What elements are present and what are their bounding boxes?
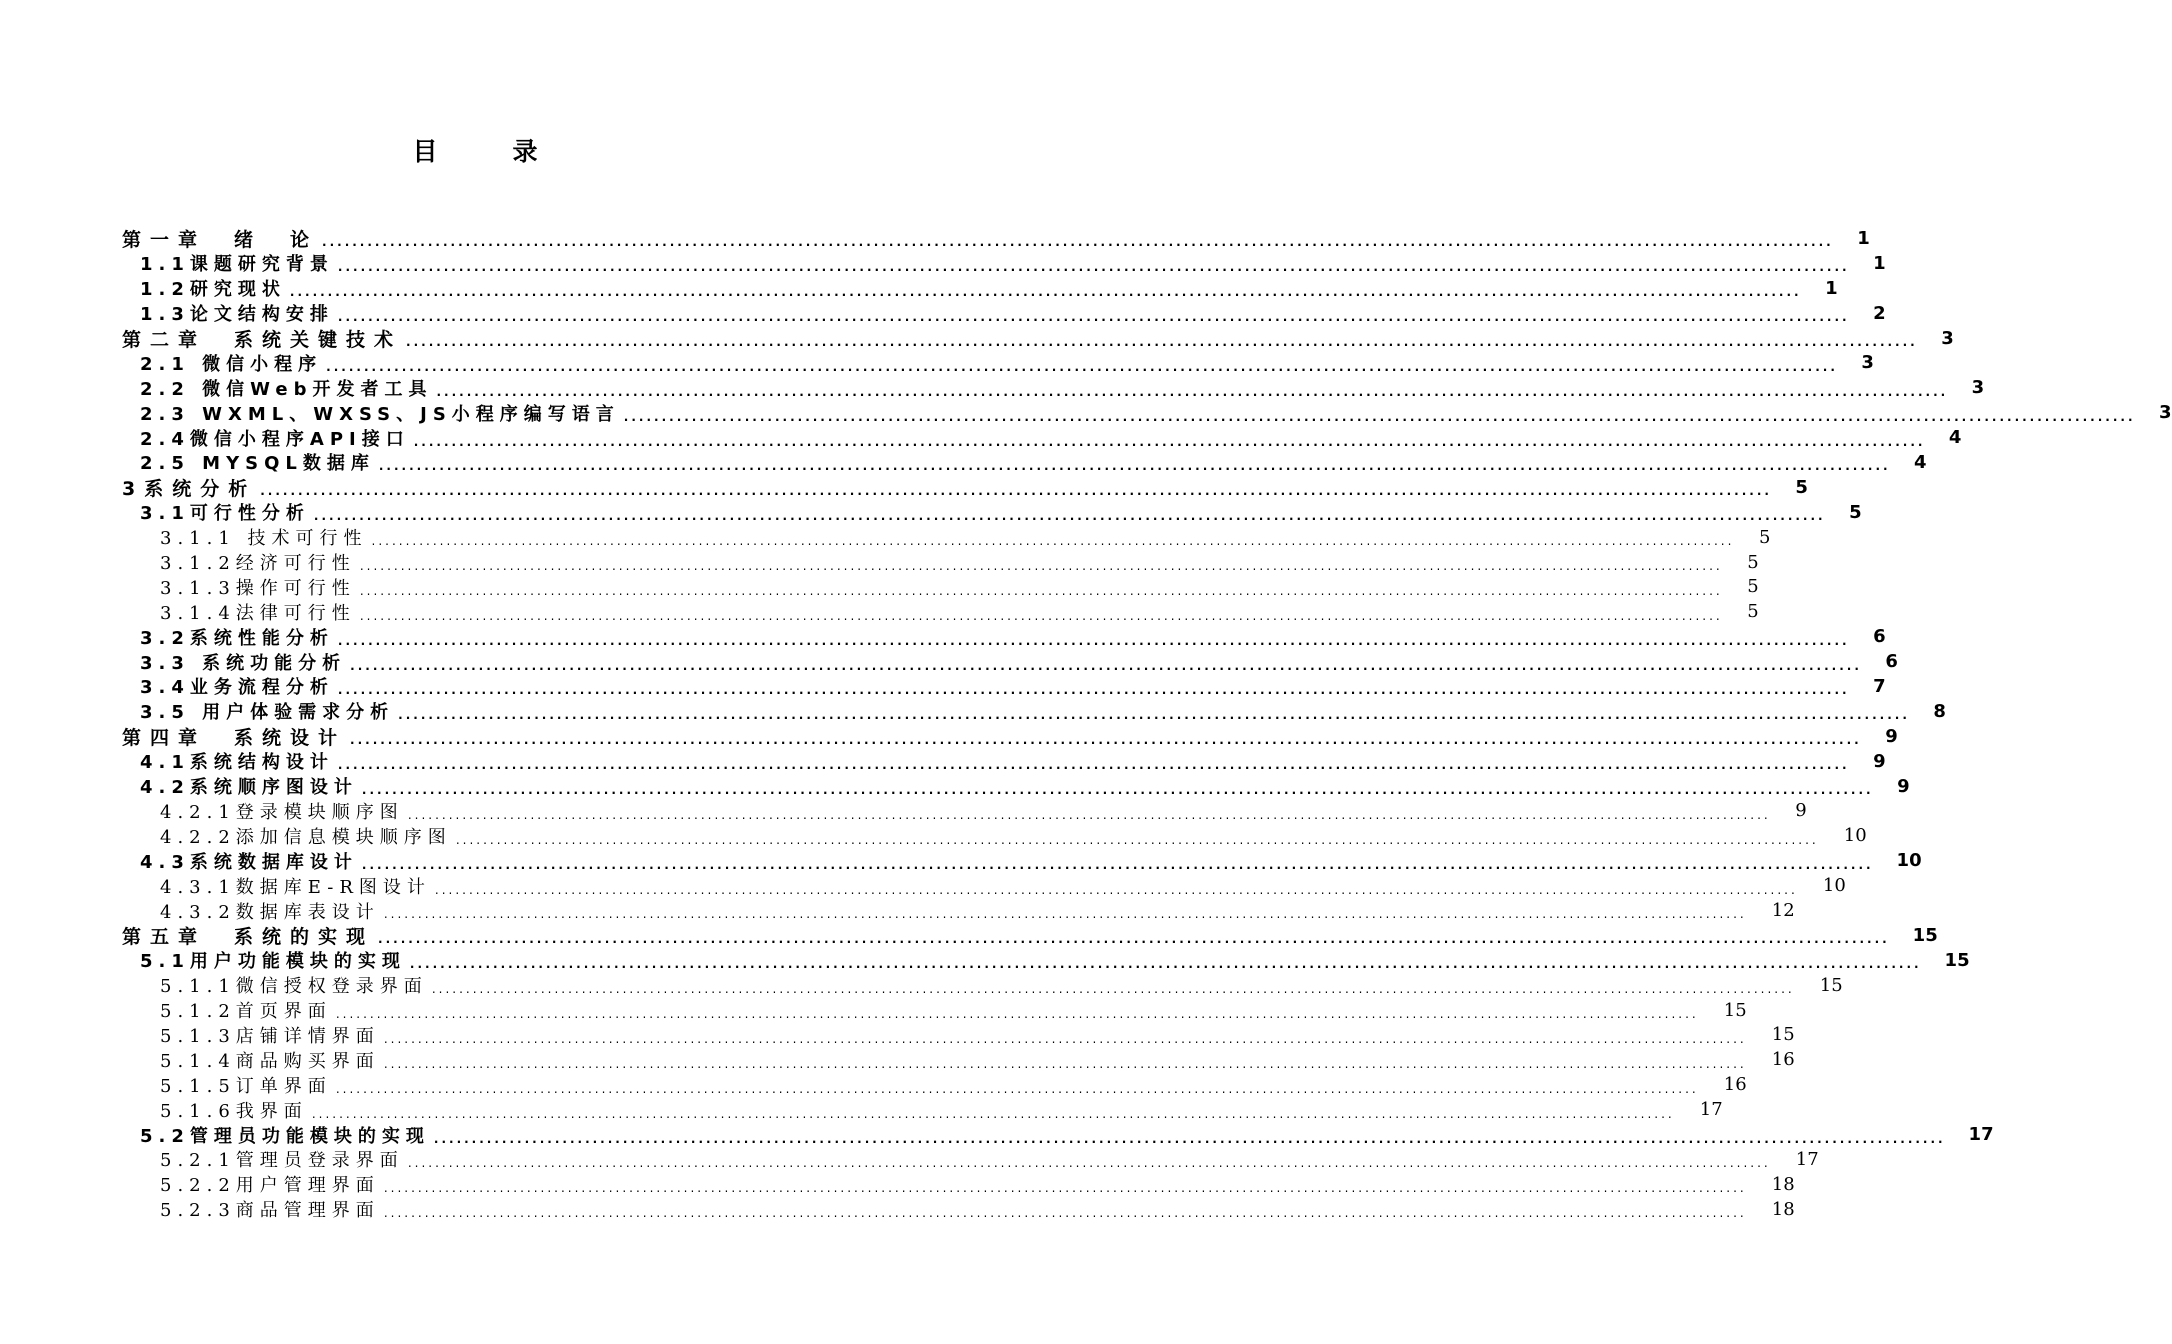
toc-entry-label: 4.2.1登录模块顺序图	[160, 801, 404, 823]
dot-leader: ........................................................................................................................................................................................................	[378, 459, 1891, 474]
toc-entry[interactable]	[122, 425, 1962, 450]
dot-leader: ........................................................................................................................................................................................................	[326, 359, 1838, 374]
dot-leader: ........................................................................................................................................................................................................	[359, 608, 1723, 623]
toc-entry[interactable]	[122, 599, 1759, 624]
toc-entry-label: 5.1.6我界面	[160, 1100, 308, 1122]
toc-entry-page-number: 12	[1771, 899, 1795, 921]
toc-entry-label: 2.2 微信Web开发者工具	[140, 378, 433, 400]
toc-entry-label: 3.1.1 技术可行性	[160, 528, 368, 550]
toc-entry-page-number: 8	[1933, 700, 1946, 722]
dot-leader: ........................................................................................................................................................................................................	[337, 633, 1850, 648]
toc-entry-label: 3.3 系统功能分析	[140, 652, 347, 674]
toc-entry-label: 5.1.3店铺详情界面	[160, 1025, 380, 1047]
toc-entry-page-number: 1	[1857, 227, 1870, 249]
toc-entry-page-number: 18	[1771, 1198, 1795, 1220]
toc-entry-label: 2.3 WXML、WXSS、JS小程序编写语言	[140, 403, 620, 425]
toc-entry[interactable]	[122, 948, 1970, 973]
toc-entry[interactable]	[122, 276, 1838, 301]
toc-entry-label: 1.1课题研究背景	[140, 254, 334, 276]
toc-entry[interactable]	[122, 550, 1759, 575]
toc-entry-page-number: 15	[1771, 1024, 1795, 1046]
toc-entry-label: 3.1.3操作可行性	[160, 577, 356, 599]
toc-entry-label: 5.1.5订单界面	[160, 1075, 332, 1097]
toc-entry-page-number: 5	[1747, 601, 1759, 623]
toc-entry[interactable]	[122, 350, 1874, 375]
toc-entry[interactable]	[122, 973, 1843, 998]
toc-entry-page-number: 4	[1914, 451, 1927, 473]
toc-entry-label: 5.1.1微信授权登录界面	[160, 976, 428, 998]
dot-leader: ........................................................................................................................................................................................................	[383, 1031, 1747, 1046]
toc-entry[interactable]	[122, 624, 1886, 649]
dot-leader: ........................................................................................................................................................................................................	[383, 1206, 1747, 1221]
toc-entry-page-number: 10	[1896, 850, 1922, 872]
toc-entry[interactable]	[122, 774, 1910, 799]
toc-entry-page-number: 16	[1771, 1049, 1795, 1071]
toc-entry-page-number: 5	[1747, 576, 1759, 598]
dot-leader: ........................................................................................................................................................................................................	[311, 1106, 1675, 1121]
toc-entry-page-number: 18	[1771, 1173, 1795, 1195]
dot-leader: ........................................................................................................................................................................................................	[378, 932, 1890, 947]
toc-entry[interactable]	[122, 375, 1985, 400]
toc-entry-label: 3.1.4法律可行性	[160, 602, 356, 624]
toc-entry-page-number: 6	[1885, 651, 1898, 673]
toc-entry-page-number: 2	[1873, 302, 1886, 324]
toc-entry-label: 1.3论文结构安排	[140, 304, 334, 326]
dot-leader: ........................................................................................................................................................................................................	[335, 1007, 1699, 1022]
toc-entry[interactable]	[122, 400, 2172, 425]
toc-entry[interactable]	[122, 873, 1846, 898]
dot-leader: ........................................................................................................................................................................................................	[337, 310, 1850, 325]
toc-entry[interactable]	[122, 649, 1898, 674]
dot-leader: ........................................................................................................................................................................................................	[322, 235, 1834, 250]
toc-entry-label: 5.1用户功能模块的实现	[140, 951, 406, 973]
toc-entry-page-number: 17	[1968, 1124, 1994, 1145]
dot-leader: ........................................................................................................................................................................................................	[623, 409, 2136, 424]
dot-leader: ........................................................................................................................................................................................................	[383, 1181, 1747, 1196]
toc-entry-page-number: 10	[1822, 875, 1846, 897]
toc-entry-page-number: 9	[1897, 775, 1910, 797]
dot-leader: ........................................................................................................................................................................................................	[350, 658, 1862, 673]
dot-leader: ........................................................................................................................................................................................................	[409, 957, 1922, 972]
toc-entry-page-number: 6	[1873, 626, 1886, 648]
toc-entry[interactable]	[122, 1197, 1795, 1222]
toc-entry-page-number: 3	[1861, 352, 1874, 374]
toc-entry-label: 5.2.1管理员登录界面	[160, 1150, 404, 1172]
toc-entry-label: 4.3系统数据库设计	[140, 851, 358, 873]
toc-entry-label: 4.2系统顺序图设计	[140, 777, 358, 799]
dot-leader: ........................................................................................................................................................................................................	[337, 758, 1850, 773]
toc-entry[interactable]	[122, 749, 1886, 774]
toc-entry-page-number: 5	[1795, 476, 1808, 498]
toc-entry-page-number: 1	[1873, 252, 1886, 274]
dot-leader: ........................................................................................................................................................................................................	[436, 384, 1949, 399]
toc-entry-page-number: 5	[1849, 501, 1862, 523]
dot-leader: ........................................................................................................................................................................................................	[383, 1056, 1747, 1071]
dot-leader: ........................................................................................................................................................................................................	[413, 434, 1926, 449]
toc-entry[interactable]	[122, 923, 1938, 948]
toc-entry[interactable]	[122, 823, 1867, 848]
dot-leader: ........................................................................................................................................................................................................	[371, 534, 1735, 549]
toc-entry-label: 4.2.2添加信息模块顺序图	[160, 826, 452, 848]
toc-entry-label: 1.2研究现状	[140, 279, 286, 301]
dot-leader: ........................................................................................................................................................................................................	[335, 1081, 1699, 1096]
dot-leader: ........................................................................................................................................................................................................	[313, 509, 1826, 524]
dot-leader: ........................................................................................................................................................................................................	[359, 583, 1723, 598]
toc-entry[interactable]	[122, 1047, 1795, 1072]
toc-entry-label: 第二章 系统关键技术	[122, 328, 403, 351]
toc-entry-label: 2.1 微信小程序	[140, 353, 323, 375]
toc-entry[interactable]	[122, 724, 1898, 749]
toc-entry-label: 3.2系统性能分析	[140, 627, 334, 649]
dot-leader: ........................................................................................................................................................................................................	[260, 484, 1772, 499]
toc-title: 目 录	[412, 137, 538, 166]
toc-entry-page-number: 15	[1944, 949, 1970, 971]
dot-leader: ........................................................................................................................................................................................................	[407, 1156, 1771, 1171]
toc-entry-page-number: 3	[1971, 377, 1985, 399]
dot-leader: ........................................................................................................................................................................................................	[433, 1131, 1946, 1146]
toc-entry[interactable]	[122, 1147, 1819, 1172]
toc-entry-page-number: 3	[2158, 402, 2172, 424]
toc-entry[interactable]	[122, 1072, 1747, 1097]
toc-entry[interactable]	[122, 525, 1771, 550]
toc-entry-page-number: 16	[1723, 1074, 1747, 1096]
toc-entry-label: 3系统分析	[122, 477, 257, 500]
toc-entry[interactable]	[122, 475, 1808, 500]
toc-entry[interactable]	[122, 1172, 1795, 1197]
toc-entry-label: 3.4业务流程分析	[140, 677, 334, 699]
toc-entry-page-number: 5	[1747, 551, 1759, 573]
toc-entry[interactable]	[122, 798, 1807, 823]
toc-entry-label: 第一章 绪 论	[122, 228, 319, 251]
toc-entry-page-number: 15	[1723, 999, 1747, 1021]
toc-entry[interactable]	[122, 699, 1946, 724]
toc-entry-label: 5.2管理员功能模块的实现	[140, 1125, 430, 1147]
toc-entry-page-number: 4	[1948, 427, 1962, 449]
toc-entry[interactable]	[122, 898, 1795, 923]
toc-entry-label: 5.1.2首页界面	[160, 1001, 332, 1023]
toc-entry-label: 3.1可行性分析	[140, 503, 310, 525]
toc-entry-page-number: 1	[1825, 277, 1838, 299]
toc-entry-label: 4.3.2数据库表设计	[160, 901, 380, 923]
toc-entry[interactable]	[122, 326, 1954, 351]
toc-entry-label: 3.5 用户体验需求分析	[140, 702, 395, 724]
dot-leader: ........................................................................................................................................................................................................	[361, 857, 1874, 872]
toc-entry-label: 第四章 系统设计	[122, 726, 347, 749]
toc-entry[interactable]	[122, 301, 1886, 326]
dot-leader: ........................................................................................................................................................................................................	[289, 285, 1802, 300]
toc-entry-page-number: 17	[1699, 1099, 1723, 1121]
dot-leader: ........................................................................................................................................................................................................	[361, 783, 1874, 798]
toc-entry[interactable]	[122, 574, 1759, 599]
dot-leader: ........................................................................................................................................................................................................	[434, 882, 1798, 897]
dot-leader: ........................................................................................................................................................................................................	[407, 807, 1771, 822]
dot-leader: ........................................................................................................................................................................................................	[383, 907, 1747, 922]
toc-entry-label: 2.5 MYSQL数据库	[140, 453, 375, 475]
toc-entry[interactable]	[122, 1122, 1994, 1147]
toc-entry-page-number: 7	[1873, 675, 1886, 697]
dot-leader: ........................................................................................................................................................................................................	[359, 559, 1723, 574]
toc-entry-label: 5.1.4商品购买界面	[160, 1050, 380, 1072]
dot-leader: ........................................................................................................................................................................................................	[406, 335, 1918, 349]
dot-leader: ........................................................................................................................................................................................................	[431, 982, 1795, 997]
toc-entry-page-number: 3	[1941, 327, 1954, 349]
toc-entry-page-number: 10	[1843, 825, 1867, 847]
toc-entry[interactable]	[122, 998, 1747, 1023]
toc-entry[interactable]	[122, 674, 1886, 699]
dot-leader: ........................................................................................................................................................................................................	[455, 832, 1819, 847]
toc-entry[interactable]	[122, 848, 1922, 873]
dot-leader: ........................................................................................................................................................................................................	[398, 708, 1910, 723]
table-of-contents	[122, 226, 2172, 1222]
dot-leader: ........................................................................................................................................................................................................	[337, 260, 1850, 275]
toc-entry-label: 5.2.2用户管理界面	[160, 1175, 380, 1197]
toc-entry-page-number: 9	[1885, 725, 1898, 747]
dot-leader: ........................................................................................................................................................................................................	[337, 683, 1850, 698]
toc-entry-page-number: 15	[1912, 924, 1938, 946]
toc-entry-label: 2.4微信小程序API接口	[140, 428, 410, 450]
toc-entry-page-number: 5	[1758, 526, 1771, 548]
toc-entry-page-number: 15	[1819, 974, 1843, 996]
toc-entry[interactable]	[122, 500, 1862, 525]
toc-entry-label: 4.3.1数据库E-R图设计	[160, 876, 431, 898]
toc-entry[interactable]	[122, 1023, 1795, 1048]
toc-entry[interactable]	[122, 251, 1886, 276]
dot-leader: ........................................................................................................................................................................................................	[350, 733, 1862, 748]
toc-entry-page-number: 17	[1795, 1148, 1819, 1170]
toc-entry-page-number: 9	[1873, 750, 1886, 772]
toc-entry[interactable]	[122, 226, 1870, 251]
toc-entry-label: 第五章 系统的实现	[122, 925, 375, 948]
toc-entry[interactable]	[122, 1097, 1723, 1122]
toc-entry-label: 3.1.2经济可行性	[160, 553, 356, 575]
toc-entry-label: 5.2.3商品管理界面	[160, 1200, 380, 1222]
toc-entry[interactable]	[122, 450, 1927, 475]
toc-entry-label: 4.1系统结构设计	[140, 752, 334, 774]
toc-entry-page-number: 9	[1795, 800, 1807, 822]
